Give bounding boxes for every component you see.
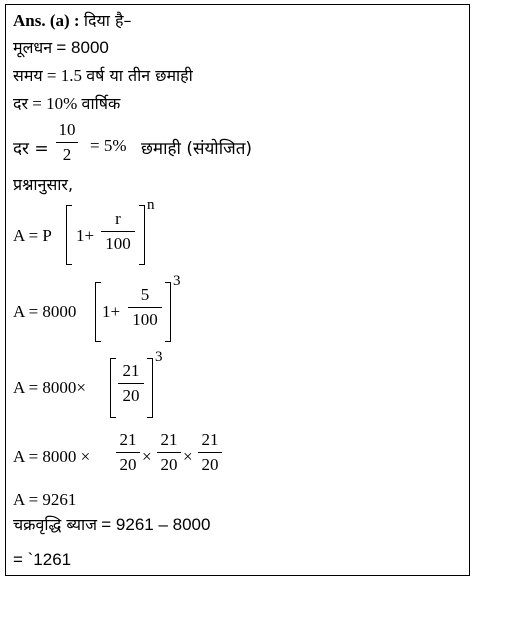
answer-box — [5, 4, 470, 576]
formula-4-num-3: 21 — [201, 430, 219, 449]
answer-label: Ans. (a) — [13, 11, 70, 30]
formula-2-fraction — [128, 286, 162, 329]
fraction-bar — [128, 307, 162, 308]
formula-2-exp: 3 — [173, 273, 181, 289]
amount-result: A = 9261 — [13, 490, 77, 509]
answer-colon: : — [73, 11, 80, 30]
formula-3-den: 20 — [122, 386, 140, 405]
left-bracket — [66, 205, 72, 265]
formula-4-fraction-3 — [198, 431, 222, 474]
principal-line — [13, 38, 109, 58]
fraction-bar — [118, 383, 144, 384]
formula-1-den: 100 — [105, 234, 131, 253]
hy-rate-fraction — [56, 121, 78, 164]
hy-rate-num: 10 — [58, 120, 76, 139]
formula-4-lhs: A = 8000 × — [13, 447, 91, 466]
formula-2-num: 5 — [140, 285, 150, 304]
hy-rate-tail: छमाही (संयोजित) — [141, 139, 253, 159]
time-label: समय — [13, 66, 43, 85]
fraction-bar — [56, 142, 78, 143]
right-bracket — [139, 205, 145, 265]
rate-value: = 10% — [32, 94, 78, 113]
formula-3-num: 21 — [122, 361, 140, 380]
fraction-bar — [198, 452, 222, 453]
formula-2-den: 100 — [132, 310, 158, 329]
compound-interest-calc: = 9261 – 8000 — [101, 515, 211, 534]
formula-4-den-1: 20 — [119, 455, 137, 474]
formula-2-one: 1+ — [102, 302, 121, 321]
formula-1-fraction — [101, 210, 135, 253]
fraction-bar — [116, 452, 140, 453]
formula-4-fraction-2 — [157, 431, 181, 474]
hy-rate-value: = 5% — [90, 136, 127, 155]
formula-4-num-1: 21 — [119, 430, 137, 449]
fraction-bar — [157, 452, 181, 453]
formula-3-fraction — [118, 362, 144, 405]
time-tail: वर्ष या तीन छमाही — [86, 66, 193, 85]
right-bracket — [147, 358, 153, 418]
compound-interest-line — [13, 515, 210, 535]
fraction-bar — [101, 231, 135, 232]
answer-header — [13, 11, 132, 31]
hy-rate-label: दर = — [13, 139, 49, 159]
hy-rate-den: 2 — [62, 145, 72, 164]
formula-1-num: r — [115, 209, 121, 228]
time-value: = 1.5 — [46, 66, 83, 85]
final-answer: = `1261 — [13, 550, 72, 569]
times-sign: × — [183, 447, 193, 466]
times-sign: × — [142, 447, 152, 466]
time-line — [13, 66, 193, 86]
as-per-question: प्रश्नानुसार, — [13, 175, 74, 194]
formula-4-den-2: 20 — [160, 455, 178, 474]
formula-1-one: 1+ — [76, 226, 95, 245]
formula-4-fraction-1 — [116, 431, 140, 474]
principal-label: मूलधन — [13, 38, 53, 57]
formula-1-exp: n — [147, 197, 155, 213]
rate-tail: वार्षिक — [81, 94, 121, 113]
formula-3-lhs: A = 8000× — [13, 378, 87, 397]
left-bracket — [110, 358, 116, 418]
formula-3-exp: 3 — [155, 349, 163, 365]
rate-line — [13, 94, 120, 114]
principal-value: = 8000 — [56, 38, 109, 57]
formula-1-lhs: A = P — [13, 226, 52, 245]
given-label: दिया है– — [83, 11, 132, 30]
rate-label: दर — [13, 94, 29, 113]
right-bracket — [165, 282, 171, 342]
formula-2-lhs: A = 8000 — [13, 302, 77, 321]
formula-4-num-2: 21 — [160, 430, 178, 449]
formula-4-den-3: 20 — [201, 455, 219, 474]
compound-interest-label: चक्रवृद्धि ब्याज — [13, 515, 98, 534]
left-bracket — [95, 282, 101, 342]
